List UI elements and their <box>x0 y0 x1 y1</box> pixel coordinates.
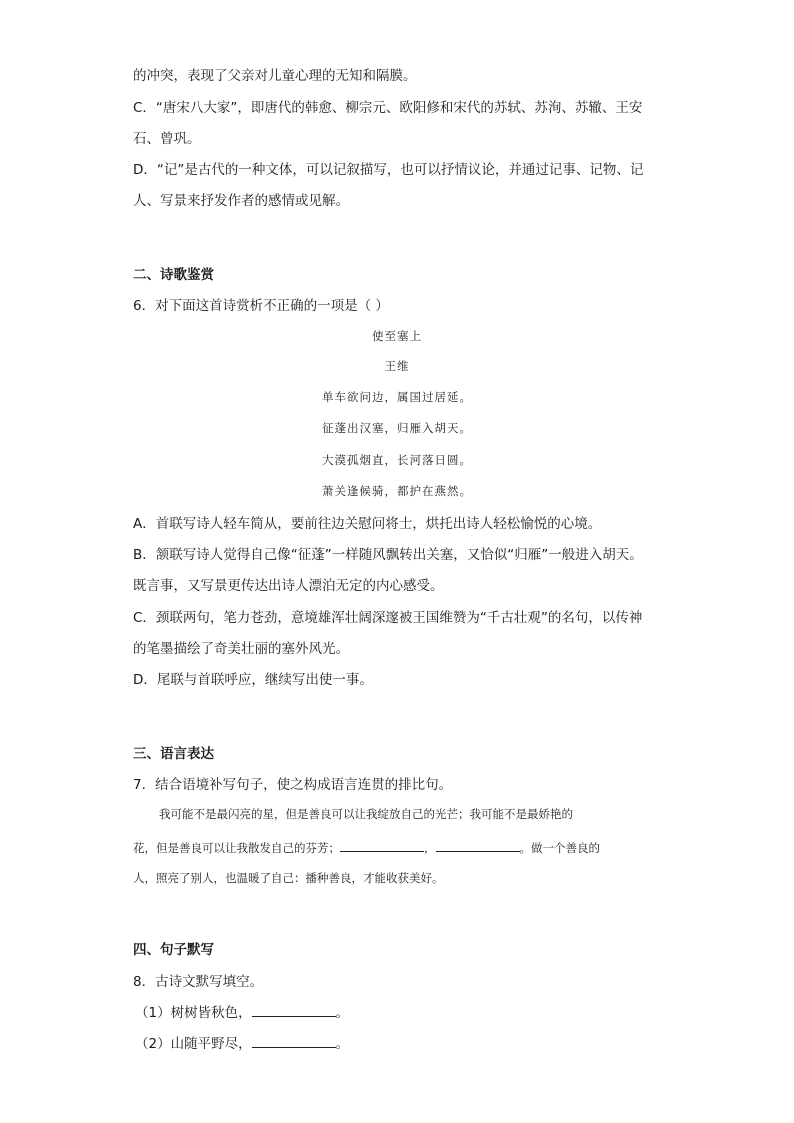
q5-option-d-line2: 人、写景来抒发作者的感情或见解。 <box>133 193 349 209</box>
answer-blank[interactable] <box>252 1003 336 1017</box>
q8-item-1 <box>135 1003 349 1023</box>
q6-option-c-line2: 的笔墨描绘了奇美壮丽的塞外风光。 <box>133 641 349 657</box>
q6-option-a: A．首联写诗人轻车简从，要前往边关慰问将士，烘托出诗人轻松愉悦的心境。 <box>133 516 602 532</box>
poem-title: 使至塞上 <box>372 329 422 343</box>
q7-passage-line3: 人，照亮了别人，也温暖了自己：播种善良，才能收获美好。 <box>133 871 444 885</box>
q5-option-d-line1: D．“记”是古代的一种文体，可以记叙描写，也可以抒情议论，并通过记事、记物、记 <box>133 162 644 178</box>
poem-line: 征蓬出汉塞，归雁入胡天。 <box>322 421 472 435</box>
q8-item-2 <box>135 1034 349 1054</box>
q7-stem: 7．结合语境补写句子，使之构成语言连贯的排比句。 <box>133 777 453 793</box>
q6-option-b-line1: B．颔联写诗人觉得自己像“征蓬”一样随风飘转出关塞，又恰似“归雁”一般进入胡天。 <box>133 547 643 563</box>
section-heading-poetry: 二、诗歌鉴赏 <box>133 267 214 283</box>
q6-option-b-line2: 既言事，又写景更传达出诗人漂泊无定的内心感受。 <box>133 578 444 594</box>
section-heading-recitation: 四、句子默写 <box>133 942 214 958</box>
poem-author: 王维 <box>384 359 410 373</box>
poem-line: 大漠孤烟直，长河落日圆。 <box>322 453 472 467</box>
q8-stem: 8．古诗文默写填空。 <box>133 974 264 990</box>
q6-option-c-line1: C．颈联两句，笔力苍劲，意境雄浑壮阔深邃被王国维赞为“千古壮观”的名句，以传神 <box>133 610 643 626</box>
answer-blank[interactable] <box>436 838 520 852</box>
poem-line: 单车欲问边，属国过居延。 <box>322 390 472 404</box>
q7-passage-text-end: 。做一个善良的 <box>519 841 600 855</box>
end-mark: 。 <box>335 1036 350 1052</box>
q5-option-c-line2: 石、曾巩。 <box>133 131 201 147</box>
q5-option-b-continuation: 的冲突，表现了父亲对儿童心理的无知和隔膜。 <box>133 68 417 84</box>
q6-option-d: D．尾联与首联呼应，继续写出使一事。 <box>133 672 373 688</box>
poem-line: 萧关逢候骑，都护在燕然。 <box>322 484 472 498</box>
q8-item-2-text: （2）山随平野尽， <box>135 1036 252 1052</box>
end-mark: 。 <box>335 1005 350 1021</box>
q5-option-c-line1: C．“唐宋八大家”，即唐代的韩愈、柳宗元、欧阳修和宋代的苏轼、苏洵、苏辙、王安 <box>133 100 643 116</box>
q7-separator: ， <box>424 841 436 855</box>
q8-item-1-text: （1）树树皆秋色， <box>135 1005 252 1021</box>
answer-blank[interactable] <box>252 1034 336 1048</box>
q6-stem: 6．对下面这首诗赏析不正确的一项是（ ） <box>133 298 389 314</box>
q7-passage-text: 花，但是善良可以让我散发自己的芬芳； <box>133 841 340 855</box>
answer-blank[interactable] <box>340 838 424 852</box>
q7-passage-line1: 我可能不是最闪亮的星，但是善良可以让我绽放自己的光芒；我可能不是最娇艳的 <box>159 807 573 821</box>
section-heading-language: 三、语言表达 <box>133 746 214 762</box>
q7-passage-line2 <box>133 838 600 857</box>
